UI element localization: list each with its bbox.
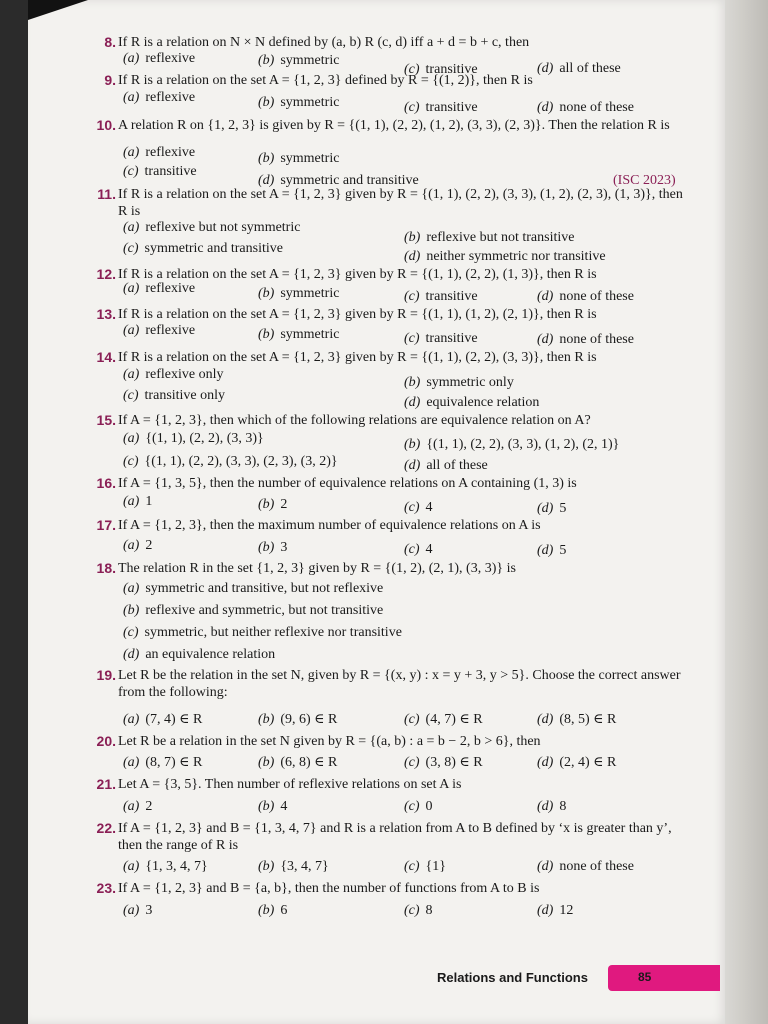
option-text: reflexive [145, 323, 196, 338]
answer-option [258, 754, 337, 771]
answer-option [404, 288, 478, 305]
option-label: (b) [258, 497, 275, 512]
answer-option [123, 280, 195, 297]
option-text: {1, 3, 4, 7} [145, 859, 208, 874]
answer-option [258, 150, 339, 167]
answer-option [258, 94, 339, 111]
option-label: (c) [404, 859, 420, 874]
option-text: 4 [280, 799, 288, 814]
question-number: 9. [104, 72, 116, 88]
question-stem: The relation R in the set {1, 2, 3} given by R = {(1, 2), (2, 1), (3, 3)} is [118, 561, 516, 576]
option-text: symmetric and transitive [280, 173, 419, 188]
option-text: reflexive but not transitive [426, 230, 575, 245]
option-label: (a) [123, 755, 140, 770]
option-text: (3, 8) ∈ R [425, 755, 483, 770]
option-text: 1 [145, 494, 153, 509]
option-text: symmetric [280, 151, 340, 166]
answer-option [123, 602, 383, 619]
option-label: (a) [123, 145, 140, 160]
option-label: (b) [258, 755, 275, 770]
option-text: none of these [559, 289, 634, 304]
option-text: neither symmetric nor transitive [426, 249, 606, 264]
option-text: {3, 4, 7} [280, 859, 329, 874]
question-stem: If R is a relation on N × N defined by (a, b) R (c, d) iff a + d = b + c, then [118, 35, 530, 50]
question-stem: If A = {1, 2, 3} and B = {a, b}, then the number of functions from A to B is [118, 881, 540, 896]
answer-option [258, 285, 339, 302]
option-label: (c) [123, 625, 139, 640]
option-label: (d) [404, 395, 421, 410]
answer-option [123, 580, 383, 597]
answer-option [258, 539, 287, 556]
question-stem: Let R be a relation in the set N given by R = {(a, b) : a = b − 2, b > 6}, then [118, 734, 541, 749]
answer-option [123, 858, 208, 875]
option-label: (d) [537, 332, 554, 347]
option-label: (b) [404, 375, 421, 390]
question-number: 19. [96, 667, 116, 683]
question-stem: If A = {1, 3, 5}, then the number of equivalence relations on A containing (1, 3) is [118, 476, 577, 491]
answer-option [123, 646, 275, 663]
option-text: symmetric [280, 95, 340, 110]
option-label: (c) [404, 712, 420, 727]
option-text: 8 [425, 903, 433, 918]
option-text: reflexive [145, 90, 196, 105]
answer-option [258, 326, 339, 343]
option-label: (c) [404, 500, 420, 515]
option-text: transitive [144, 164, 197, 179]
question-number: 23. [96, 880, 116, 896]
option-label: (b) [123, 603, 140, 618]
option-text: 12 [559, 903, 574, 918]
option-label: (d) [537, 799, 554, 814]
answer-option [123, 624, 402, 641]
option-label: (a) [123, 220, 140, 235]
answer-option [404, 394, 539, 411]
option-text: 5 [559, 501, 567, 516]
option-text: {(1, 1), (2, 2), (3, 3), (1, 2), (2, 1)} [426, 437, 620, 452]
answer-option [258, 52, 339, 69]
answer-option [123, 144, 195, 161]
option-label: (a) [123, 581, 140, 596]
answer-option [404, 330, 478, 347]
option-label: (c) [404, 62, 420, 77]
chapter-title: Relations and Functions [437, 970, 588, 985]
answer-option [404, 99, 478, 116]
option-label: (b) [258, 327, 275, 342]
question-stem: If R is a relation on the set A = {1, 2, 3} defined by R = {(1, 2)}, then R is [118, 73, 533, 88]
answer-option [537, 500, 566, 517]
page-number: 85 [638, 970, 652, 984]
option-text: 4 [425, 500, 433, 515]
question-stem: If R is a relation on the set A = {1, 2, 3} given by R = {(1, 1), (2, 2), (3, 3), (1, 2), (2, 3), (1, 3)}, then R is [118, 187, 683, 219]
option-text: 8 [559, 799, 567, 814]
answer-option [404, 798, 433, 815]
option-text: 2 [280, 497, 288, 512]
option-label: (a) [123, 51, 140, 66]
option-text: symmetric [280, 327, 340, 342]
answer-option [404, 374, 514, 391]
option-text: 3 [280, 540, 288, 555]
option-label: (b) [258, 799, 275, 814]
question-number: 10. [96, 117, 116, 133]
option-text: (6, 8) ∈ R [280, 755, 338, 770]
option-label: (c) [123, 454, 139, 469]
option-label: (b) [258, 53, 275, 68]
answer-option [123, 537, 152, 554]
question-number: 11. [97, 186, 116, 202]
option-text: none of these [559, 332, 634, 347]
answer-option [258, 798, 287, 815]
answer-option [123, 430, 264, 447]
answer-option [404, 754, 483, 771]
answer-option [537, 711, 616, 728]
answer-option [123, 493, 152, 510]
option-label: (d) [258, 173, 275, 188]
option-label: (d) [404, 249, 421, 264]
answer-option [123, 711, 202, 728]
answer-option [404, 248, 606, 265]
answer-option [123, 798, 152, 815]
question-number: 16. [96, 475, 116, 491]
option-text: (8, 5) ∈ R [559, 712, 617, 727]
option-label: (d) [404, 458, 421, 473]
option-label: (d) [537, 100, 554, 115]
answer-option [123, 240, 283, 257]
answer-option [537, 902, 573, 919]
answer-option [123, 163, 197, 180]
option-label: (c) [404, 100, 420, 115]
answer-option [404, 229, 574, 246]
option-label: (b) [258, 859, 275, 874]
option-text: symmetric [280, 286, 340, 301]
question-number: 22. [96, 820, 116, 836]
option-label: (c) [123, 241, 139, 256]
option-text: 3 [145, 903, 153, 918]
answer-option [404, 858, 446, 875]
answer-option [537, 798, 566, 815]
answer-option [258, 858, 329, 875]
option-label: (c) [404, 799, 420, 814]
option-text: (4, 7) ∈ R [425, 712, 483, 727]
answer-option [123, 50, 195, 67]
option-label: (d) [537, 712, 554, 727]
option-label: (c) [404, 331, 420, 346]
option-label: (d) [537, 61, 554, 76]
option-text: reflexive [145, 145, 196, 160]
option-text: reflexive and symmetric, but not transitive [145, 603, 384, 618]
option-text: an equivalence relation [145, 647, 276, 662]
option-text: 4 [425, 542, 433, 557]
option-text: (7, 4) ∈ R [145, 712, 203, 727]
answer-option [123, 754, 202, 771]
option-text: reflexive but not symmetric [145, 220, 301, 235]
option-text: reflexive only [145, 367, 224, 382]
question-stem: If R is a relation on the set A = {1, 2, 3} given by R = {(1, 1), (1, 2), (2, 1)}, then R is [118, 307, 597, 322]
option-label: (b) [258, 712, 275, 727]
option-label: (a) [123, 281, 140, 296]
answer-option [123, 902, 152, 919]
exam-source-tag: (ISC 2023) [613, 173, 676, 188]
option-text: symmetric, but neither reflexive nor transitive [144, 625, 402, 640]
option-label: (a) [123, 903, 140, 918]
answer-option [258, 902, 287, 919]
option-text: symmetric and transitive [144, 241, 283, 256]
option-label: (a) [123, 859, 140, 874]
option-text: {(1, 1), (2, 2), (3, 3)} [145, 431, 264, 446]
option-text: transitive [425, 100, 478, 115]
answer-option [123, 89, 195, 106]
option-text: transitive [425, 62, 478, 77]
question-stem: Let R be the relation in the set N, given by R = {(x, y) : x = y + 3, y > 5}. Choose the correct answer from the following: [118, 668, 681, 700]
question-stem: Let A = {3, 5}. Then number of reflexive relations on set A is [118, 777, 462, 792]
question-stem: If R is a relation on the set A = {1, 2, 3} given by R = {(1, 1), (2, 2), (3, 3)}, then R is [118, 350, 597, 365]
answer-option [404, 541, 433, 558]
option-text: {(1, 1), (2, 2), (3, 3), (2, 3), (3, 2)} [144, 454, 338, 469]
question-number: 20. [96, 733, 116, 749]
option-text: transitive [425, 331, 478, 346]
page-number-badge [608, 965, 720, 991]
question-number: 15. [96, 412, 116, 428]
question-number: 21. [96, 776, 116, 792]
option-label: (d) [537, 859, 554, 874]
option-text: reflexive [145, 51, 196, 66]
option-label: (b) [258, 903, 275, 918]
answer-option [537, 99, 634, 116]
question-stem: If R is a relation on the set A = {1, 2, 3} given by R = {(1, 1), (2, 2), (1, 3)}, then R is [118, 267, 597, 282]
option-text: symmetric and transitive, but not reflexive [145, 581, 384, 596]
option-text: none of these [559, 859, 634, 874]
answer-option [537, 542, 566, 559]
option-text: equivalence relation [426, 395, 540, 410]
answer-option [123, 387, 225, 404]
option-label: (c) [404, 755, 420, 770]
option-label: (b) [258, 151, 275, 166]
option-label: (a) [123, 367, 140, 382]
answer-option [537, 331, 634, 348]
option-text: none of these [559, 100, 634, 115]
option-label: (c) [404, 903, 420, 918]
option-label: (d) [537, 543, 554, 558]
answer-option [537, 288, 634, 305]
question-stem: A relation R on {1, 2, 3} is given by R = {(1, 1), (2, 2), (1, 2), (3, 3), (2, 3)}. Then the relation R is [118, 118, 670, 133]
option-label: (d) [537, 501, 554, 516]
option-text: 5 [559, 543, 567, 558]
answer-option [404, 457, 488, 474]
answer-option [404, 436, 619, 453]
option-text: (2, 4) ∈ R [559, 755, 617, 770]
option-label: (a) [123, 323, 140, 338]
option-label: (b) [404, 230, 421, 245]
question-number: 14. [96, 349, 116, 365]
question-stem: If A = {1, 2, 3}, then which of the following relations are equivalence relation on A? [118, 413, 591, 428]
answer-option [123, 453, 338, 470]
option-label: (c) [404, 542, 420, 557]
answer-option [258, 711, 337, 728]
option-label: (d) [537, 755, 554, 770]
option-text: (9, 6) ∈ R [280, 712, 338, 727]
option-label: (a) [123, 712, 140, 727]
option-label: (c) [123, 164, 139, 179]
answer-option [258, 496, 287, 513]
option-text: 0 [425, 799, 433, 814]
option-label: (a) [123, 90, 140, 105]
question-stem: If A = {1, 2, 3}, then the maximum number of equivalence relations on A is [118, 518, 541, 533]
answer-option [404, 499, 433, 516]
option-label: (d) [123, 647, 140, 662]
option-text: symmetric [280, 53, 340, 68]
option-label: (d) [537, 289, 554, 304]
question-number: 13. [96, 306, 116, 322]
option-text: transitive [425, 289, 478, 304]
option-label: (a) [123, 431, 140, 446]
option-text: all of these [426, 458, 488, 473]
option-text: reflexive [145, 281, 196, 296]
question-stem: If A = {1, 2, 3} and B = {1, 3, 4, 7} and R is a relation from A to B defined by ‘x is greater than y’, then the range of R is [118, 821, 672, 853]
option-label: (b) [404, 437, 421, 452]
option-label: (b) [258, 95, 275, 110]
option-label: (c) [123, 388, 139, 403]
option-text: 6 [280, 903, 288, 918]
option-text: transitive only [144, 388, 226, 403]
answer-option [404, 711, 483, 728]
option-label: (b) [258, 540, 275, 555]
option-label: (a) [123, 494, 140, 509]
option-text: 2 [145, 799, 153, 814]
answer-option [123, 366, 223, 383]
answer-option [537, 754, 616, 771]
option-text: symmetric only [426, 375, 514, 390]
option-label: (b) [258, 286, 275, 301]
question-number: 12. [96, 266, 116, 282]
answer-option [404, 902, 433, 919]
question-number: 17. [96, 517, 116, 533]
option-text: 2 [145, 538, 153, 553]
question-number: 18. [96, 560, 116, 576]
option-label: (a) [123, 799, 140, 814]
option-label: (a) [123, 538, 140, 553]
option-label: (c) [404, 289, 420, 304]
answer-option [123, 219, 300, 236]
option-label: (d) [537, 903, 554, 918]
option-text: all of these [559, 61, 621, 76]
answer-option [537, 858, 634, 875]
question-number: 8. [104, 34, 116, 50]
option-text: (8, 7) ∈ R [145, 755, 203, 770]
option-text: {1} [425, 859, 446, 874]
answer-option [123, 322, 195, 339]
